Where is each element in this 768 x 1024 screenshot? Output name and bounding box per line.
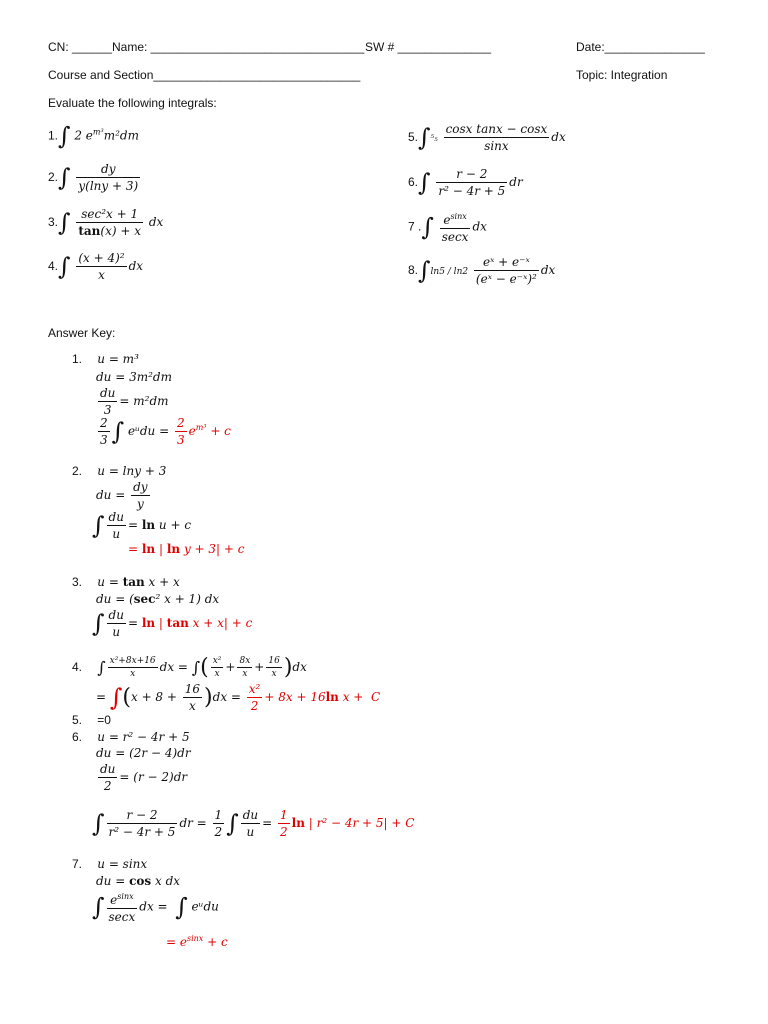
problem-3: 3.∫ $\frac{\text{sec²x + 1}}{\tan(x) + x}$ dx bbox=[48, 207, 164, 238]
answer-6-line-1: 6. u = r² − 4r + 5 bbox=[72, 730, 190, 744]
answer-2-line-2: du = $\frac{dy}{y}$ bbox=[96, 480, 148, 511]
answer-3-line-2: du = (sec² x + 1) dx bbox=[96, 592, 220, 606]
answer-3-line-1: 3. u = tan x + x bbox=[72, 575, 180, 589]
problem-4: 4.∫ $\frac{\text{(x + 4)²}}{x}$ dx bbox=[48, 251, 144, 282]
cn-field: CN: ______ bbox=[48, 40, 113, 54]
problem-2: 2.∫ $\frac{dy}{y(\ln y + 3)}$ bbox=[48, 162, 139, 193]
instructions: Evaluate the following integrals: bbox=[48, 96, 217, 110]
answer-2-line-3: ∫ $\frac{du}{u}$ = ln u + c bbox=[92, 510, 192, 541]
answer-1-line-1: 1. u = m³ bbox=[72, 352, 139, 366]
problem-5: 5.∫⁵₅ $\frac{\text{cosx tanx − cosx}}{\sin x}$ dx bbox=[408, 122, 566, 153]
topic-label: Topic: Integration bbox=[576, 68, 668, 82]
answer-1-line-2: du = 3m²dm bbox=[96, 370, 172, 384]
answer-5: 5. =0 bbox=[72, 713, 111, 727]
answer-4-line-1: 4. ∫ $\frac{\text{x²+8x+16}}{x}$ dx = ∫( $\frac{\text{x²}}{x}$ + $\frac{8x}{x}$ + $\frac{16}{x}$ )dx bbox=[72, 655, 307, 680]
name-field: Name: ________________________________ bbox=[112, 40, 365, 54]
problem-6: 6.∫ $\frac{r - 2}{\text{r² − 4r + 5}}$ dr bbox=[408, 167, 523, 198]
answer-4-line-2: = ∫(x + 8 + $\frac{16}{x}$ )dx = $\frac{\text{x²}}{2}$ + 8x + 16ln x + C bbox=[96, 682, 381, 713]
answer-7-line-2: du = cos x dx bbox=[96, 874, 181, 888]
date-field: Date:_______________ bbox=[576, 40, 705, 54]
problem-1: 1.∫ 2 $e^{m^3}m^2dm$ bbox=[48, 122, 139, 150]
answer-7-line-3: ∫ $\frac{e^{sinx}}{\sec x}$ dx = ∫ eᵘdu bbox=[92, 892, 219, 924]
answer-6-line-4: ∫ $\frac{r - 2}{\text{r² − 4r + 5}}$ dr = $\frac{1}{2}$ ∫ $\frac{du}{u}$ = $\frac{1}{2}$ ln | r² − 4r + 5| + C bbox=[92, 808, 415, 839]
answer-key-title: Answer Key: bbox=[48, 326, 116, 340]
answer-7-line-1: 7. u = sinx bbox=[72, 857, 148, 871]
sw-field: SW # ______________ bbox=[365, 40, 492, 54]
answer-1-line-4: $\frac{2}{3}$ ∫ eᵘdu = $\frac{2}{3}$ $e^{m^3} + c$ bbox=[100, 416, 231, 447]
problem-8: 8.∫ln5 / ln2 $\frac{\text{eˣ + e⁻ˣ}}{\text{(eˣ − e⁻ˣ)²}}$ dx bbox=[408, 255, 556, 286]
answer-6-line-2: du = (2r − 4)dr bbox=[96, 746, 191, 760]
answer-7-line-4: = $e^{sinx} + c$ bbox=[166, 934, 228, 949]
answer-5-value: =0 bbox=[97, 713, 111, 727]
answer-2-line-4: = ln | ln y + 3| + c bbox=[128, 542, 245, 556]
answer-1-line-3: $\frac{du}{3}$ = m²dm bbox=[100, 386, 169, 417]
problem-7: 7 .∫ $\frac{e^{sinx}}{\sec x}$ dx bbox=[408, 212, 487, 244]
answer-2-line-1: 2. u = lny + 3 bbox=[72, 464, 167, 478]
answer-6-line-3: $\frac{du}{2}$ = (r − 2)dr bbox=[100, 762, 188, 793]
answer-3-line-3: ∫ $\frac{du}{u}$ = ln | tan x + x| + c bbox=[92, 608, 253, 639]
course-section-field: Course and Section_______________________________ bbox=[48, 68, 361, 82]
